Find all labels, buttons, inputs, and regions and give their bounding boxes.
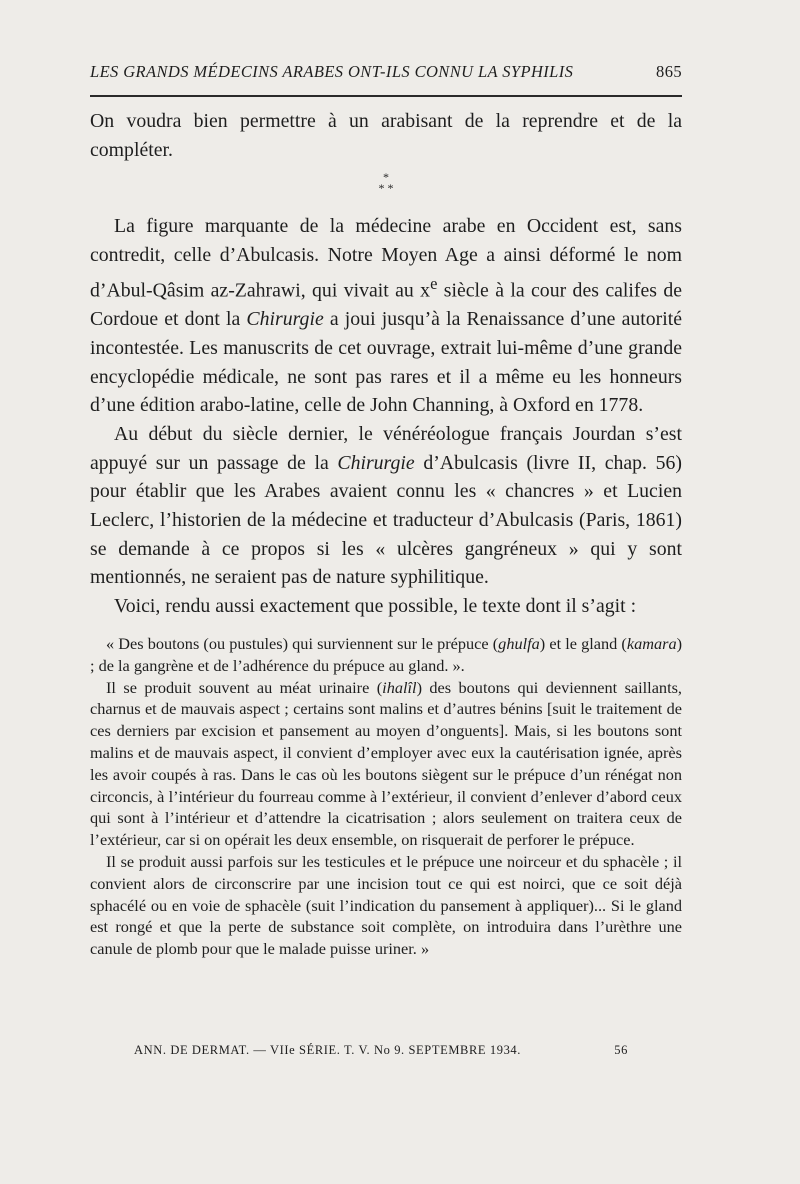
quote-paragraph	[90, 851, 682, 960]
arabic-term: ihalîl	[382, 677, 417, 697]
arabic-term: kamara	[626, 634, 677, 653]
paragraph-text: Voici, rendu aussi exactement que possible, le texte dont il s’agit :	[114, 595, 637, 618]
quote-paragraph	[90, 633, 682, 677]
quote-text: ) et le gland (	[539, 634, 627, 653]
quote-text: Il se produit souvent au méat urinaire (	[106, 677, 383, 697]
journal-citation: ANN. DE DERMAT. — VIIe SÉRIE. T. V. No 9. SEPTEMBRE 1934.	[134, 1043, 521, 1057]
signature-number: 56	[614, 1043, 628, 1057]
intro-paragraph	[90, 107, 682, 164]
arabic-term: ghulfa	[498, 634, 540, 653]
separator-stars-bottom: * *	[378, 181, 394, 196]
quoted-passage	[90, 633, 682, 960]
header-rule	[90, 95, 682, 97]
paragraph-text: d’Abulcasis (livre II, chap. 56) pour établir que les Arabes avaient connu les « chancres » et Lucien Leclerc, l’historien de la médecine et traducteur d’Abulcasis (Paris, 1861) se demande à ce propos si les « ulcères gangréneux » qui y sont mentionnés, ne seraient pas de nature syphilitique.	[90, 451, 682, 589]
paragraph-text: La figure marquante de la médecine arabe en Occident est, sans contredit, celle d’Abulcasis. Notre Moyen Age a ainsi déformé le nom d’Abul-Qâsim az-Zahrawi, qui vivait au x	[90, 215, 682, 302]
book-title: Chirurgie	[246, 308, 324, 331]
paragraph-abulcasis	[90, 212, 682, 420]
section-separator	[90, 172, 682, 194]
paragraph-jourdan	[90, 420, 682, 592]
paragraph-voici	[90, 592, 682, 621]
paragraph-text: siècle à la cour des califes de Cordoue et dont la	[90, 279, 682, 331]
book-title: Chirurgie	[337, 451, 415, 474]
running-header	[90, 62, 682, 82]
separator-star-top: *	[383, 170, 389, 185]
century-superscript: e	[430, 273, 438, 293]
paragraph-text: Au début du siècle dernier, le vénéréologue français Jourdan s’est appuyé sur un passage de la	[90, 422, 682, 474]
quote-text: ) des boutons qui deviennent saillants, charnus et de mauvais aspect ; certains sont malins et d’autres bénins [suit le traitement de ces derniers par excision et pansement au moyen d’onguents]. Mais, si les boutons sont malins et de mauvais aspect, il convient d’employer avec eux la cautérisation ignée, après les avoir coupés à ras. Dans le cas où les boutons siègent sur le prépuce d’un rénégat non circoncis, à l’intérieur du fourreau comme à l’extérieur, il convient d’enlever d’abord ceux qui sont à l’intérieur et d’attendre la cicatrisation ; alors seulement on traitera ceux de l’extérieur, car si on opérait les deux ensemble, on risquerait de perforer le prépuce.	[90, 677, 683, 850]
footer	[134, 1043, 628, 1058]
main-text	[90, 107, 682, 621]
page-number: 865	[656, 62, 682, 81]
quote-text: Il se produit aussi parfois sur les testicules et le prépuce une noirceur et du sphacèle ; il convient alors de circonscrire par une incision tout ce qui est noirci, que ce soit déjà sphacélé ou en voie de sphacèle (suit l’indication du pansement à appliquer)... Si le gland est rongé et que la perte de substance soit complète, on introduira dans l’urèthre une canule de plomb pour que le malade puisse uriner. »	[90, 851, 682, 959]
paragraph-text: a joui jusqu’à la Renaissance d’une autorité incontestée. Les manuscrits de cet ouvrage, extrait lui-même d’une grande encyclopédie médicale, ne sont pas rares et il a même eu les honneurs d’une édition arabo-latine, celle de John Channing, à Oxford en 1778.	[90, 308, 683, 417]
quote-text: « Des boutons (ou pustules) qui surviennent sur le prépuce (	[106, 634, 499, 653]
intro-text: On voudra bien permettre à un arabisant de la reprendre et de la compléter.	[90, 110, 682, 161]
running-title: LES GRANDS MÉDECINS ARABES ONT-ILS CONNU LA SYPHILIS	[90, 62, 574, 81]
quote-paragraph	[90, 677, 682, 851]
quote-text: ) ; de la gangrène et de l’adhérence du prépuce au gland. ».	[90, 634, 683, 675]
